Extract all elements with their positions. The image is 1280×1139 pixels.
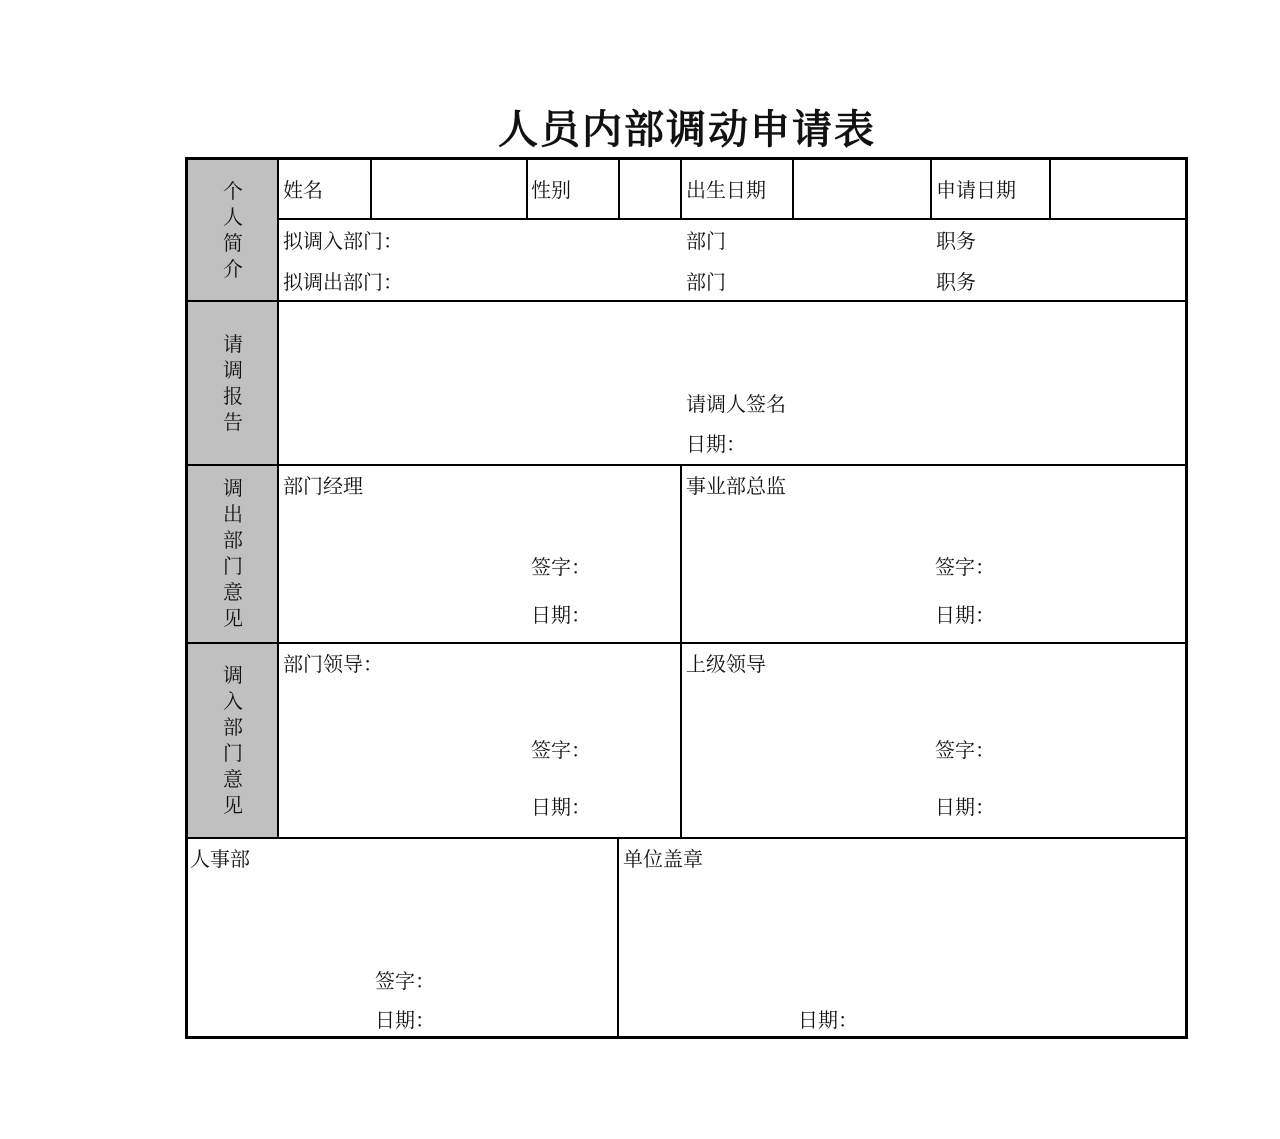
hr-dept-label: 人事部 xyxy=(190,847,250,871)
dept-leader-date-label: 日期： xyxy=(531,795,591,819)
company-seal-date-label: 日期： xyxy=(798,1008,858,1032)
divider xyxy=(680,159,682,219)
superior-leader-date-label: 日期： xyxy=(935,795,995,819)
border-right xyxy=(1185,157,1188,1039)
superior-leader-label: 上级领导 xyxy=(686,652,766,676)
hr-sign-label: 签字： xyxy=(375,969,435,993)
company-seal-label: 单位盖章 xyxy=(623,847,703,871)
side-label-in-dept: 调 入 部 门 意 见 xyxy=(223,663,243,817)
report-date-label: 日期： xyxy=(686,432,746,456)
birth-date-label: 出生日期 xyxy=(686,178,766,202)
division-director-sign-label: 签字： xyxy=(935,555,995,579)
transfer-out-dept-label: 部门 xyxy=(686,270,726,294)
gender-field[interactable] xyxy=(620,160,680,218)
hr-date-label: 日期： xyxy=(375,1008,435,1032)
border-left xyxy=(185,157,188,1039)
division-director-label: 事业部总监 xyxy=(686,474,786,498)
divider xyxy=(187,837,1186,839)
gender-label: 性别 xyxy=(531,178,571,202)
border-top xyxy=(185,157,1188,160)
division-director-date-label: 日期： xyxy=(935,603,995,627)
applicant-signature-label: 请调人签名 xyxy=(686,392,786,416)
divider xyxy=(680,465,682,838)
superior-leader-sign-label: 签字： xyxy=(935,738,995,762)
divider xyxy=(526,159,528,219)
transfer-out-label: 拟调出部门： xyxy=(283,270,403,294)
dept-manager-label: 部门经理 xyxy=(283,474,363,498)
name-field[interactable] xyxy=(372,160,526,218)
side-label-personal: 个 人 简 介 xyxy=(223,179,243,281)
divider xyxy=(930,159,932,219)
transfer-out-post-label: 职务 xyxy=(936,270,976,294)
dept-manager-date-label: 日期： xyxy=(531,603,591,627)
divider xyxy=(187,642,1186,644)
divider xyxy=(187,464,1186,466)
dept-leader-label: 部门领导： xyxy=(283,652,383,676)
name-label: 姓名 xyxy=(283,178,323,202)
transfer-in-post-label: 职务 xyxy=(936,229,976,253)
dept-manager-sign-label: 签字： xyxy=(531,555,591,579)
side-label-out-dept: 调 出 部 门 意 见 xyxy=(223,476,243,630)
transfer-in-label: 拟调入部门： xyxy=(283,229,403,253)
birth-date-field[interactable] xyxy=(794,160,930,218)
dept-leader-sign-label: 签字： xyxy=(531,738,591,762)
apply-date-field[interactable] xyxy=(1051,160,1185,218)
side-label-report: 请 调 报 告 xyxy=(223,332,243,434)
apply-date-label: 申请日期 xyxy=(936,178,1016,202)
divider xyxy=(617,838,619,1037)
transfer-in-dept-label: 部门 xyxy=(686,229,726,253)
border-bottom xyxy=(185,1036,1188,1039)
form-title: 人员内部调动申请表 xyxy=(498,106,876,153)
divider xyxy=(277,159,279,838)
